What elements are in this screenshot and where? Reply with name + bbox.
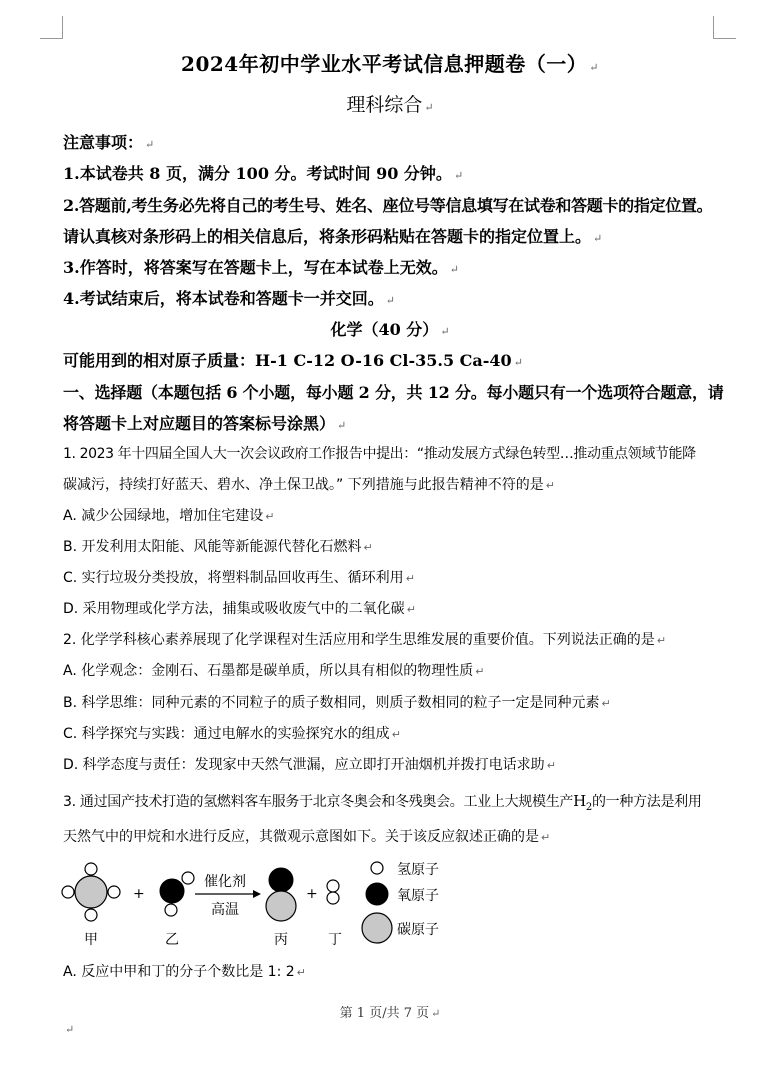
molecule-bing [266, 868, 296, 921]
question-2-stem: 2. 化学学科核心素养展现了化学课程对生活应用和学生思维发展的重要价值。下列说法正确的是 ↵ [63, 632, 667, 648]
plus-sign-2: + [306, 886, 318, 902]
diagram-legend [362, 862, 439, 943]
legend-hydrogen-atom [371, 862, 383, 874]
question-1-stem-continued: 碳减污，持续打好蓝天、碧水、净土保卫战。” 下列措施与此报告精神不符的是 ↵ [63, 477, 555, 493]
note-2-continued: 请认真核对条形码上的相关信息后，将条形码粘贴在答题卡的指定位置上。 ↵ [63, 227, 603, 246]
trailing-paragraph-mark: ↵ [65, 1023, 75, 1036]
crop-mark-top-left [40, 16, 63, 39]
question-1-option-b: B. 开发利用太阳能、风能等新能源代替化石燃料 ↵ [63, 539, 373, 555]
label-ding: 丁 [328, 932, 342, 948]
label-jia: 甲 [84, 932, 98, 948]
legend-hydrogen-label: 氢原子 [397, 862, 439, 878]
label-bing: 丙 [274, 932, 288, 948]
question-2-option-a: A. 化学观念：金刚石、石墨都是碳单质，所以具有相似的物理性质 ↵ [63, 663, 485, 679]
question-1-option-d: D. 采用物理或化学方法，捕集或吸收废气中的二氧化碳 ↵ [63, 601, 416, 617]
question-1-stem: 1. 2023 年十四届全国人大一次会议政府工作报告中提出：“推动发展方式绿色转型…推动重点领域节能降 [63, 446, 696, 462]
legend-oxygen-atom [366, 883, 388, 905]
molecule-yi [160, 872, 194, 916]
notes-heading: 注意事项： ↵ [63, 133, 155, 152]
reaction-arrowhead [253, 890, 261, 898]
question-3-option-a: A. 反应中甲和丁的分子个数比是 1: 2 ↵ [63, 964, 306, 980]
reaction-diagram [55, 852, 455, 952]
question-2-option-c: C. 科学探究与实践：通过电解水的实验探究水的组成 ↵ [63, 726, 401, 742]
question-2-option-b: B. 科学思维：同种元素的不同粒子的质子数相同，则质子数相同的粒子一定是同种元素 ↵ [63, 695, 611, 711]
h2-formula: $H_2$ [573, 792, 592, 813]
legend-carbon-label: 碳原子 [397, 922, 439, 938]
chemistry-heading: 化学（40 分） ↵ [330, 320, 450, 339]
question-1-option-a: A. 减少公园绿地，增加住宅建设 ↵ [63, 508, 275, 524]
page-footer: 第 1 页/共 7 页 ↵ [339, 1006, 441, 1021]
crop-mark-top-right [713, 16, 736, 39]
question-1-option-c: C. 实行垃圾分类投放，将塑料制品回收再生、循环利用 ↵ [63, 570, 415, 586]
reaction-condition-temperature: 高温 [211, 902, 239, 918]
exam-subtitle: 理科综合 ↵ [346, 94, 434, 116]
reaction-condition-catalyst: 催化剂 [204, 874, 246, 890]
question-3-stem: 3. 通过国产技术打造的氢燃料客车服务于北京冬奥会和冬残奥会。工业上大规模生产$H_2$的一种方法是利用 [63, 792, 702, 813]
molecule-jia [62, 863, 120, 921]
note-4: 4.考试结束后，将本试卷和答题卡一并交回。 ↵ [63, 289, 395, 308]
atomic-masses: 可能用到的相对原子质量：H-1 C-12 O-16 Cl-35.5 Ca-40 ↵ [63, 351, 523, 370]
plus-sign-1: + [133, 886, 145, 902]
legend-oxygen-label: 氧原子 [397, 888, 439, 904]
exam-title: 2024年初中学业水平考试信息押题卷（一） ↵ [181, 52, 599, 76]
note-1: 1.本试卷共 8 页，满分 100 分。考试时间 90 分钟。 ↵ [63, 164, 464, 183]
section-1-instructions-continued: 将答题卡上对应题目的答案标号涂黑） ↵ [63, 414, 347, 433]
note-3: 3.作答时，将答案写在答题卡上，写在本试卷上无效。 ↵ [63, 258, 459, 277]
molecule-ding [327, 880, 339, 904]
section-1-instructions: 一、选择题（本题包括 6 个小题，每小题 2 分，共 12 分。每小题只有一个选项符合题意，请 [63, 383, 724, 402]
legend-carbon-atom [362, 913, 392, 943]
question-2-option-d: D. 科学态度与责任：发现家中天然气泄漏，应立即打开油烟机并拨打电话求助 ↵ [63, 757, 556, 773]
question-3-stem-continued: 天然气中的甲烷和水进行反应，其微观示意图如下。关于该反应叙述正确的是 ↵ [63, 829, 551, 845]
note-2: 2.答题前,考生务必先将自己的考生号、姓名、座位号等信息填写在试卷和答题卡的指定位置。 [63, 196, 713, 215]
label-yi: 乙 [165, 932, 179, 948]
